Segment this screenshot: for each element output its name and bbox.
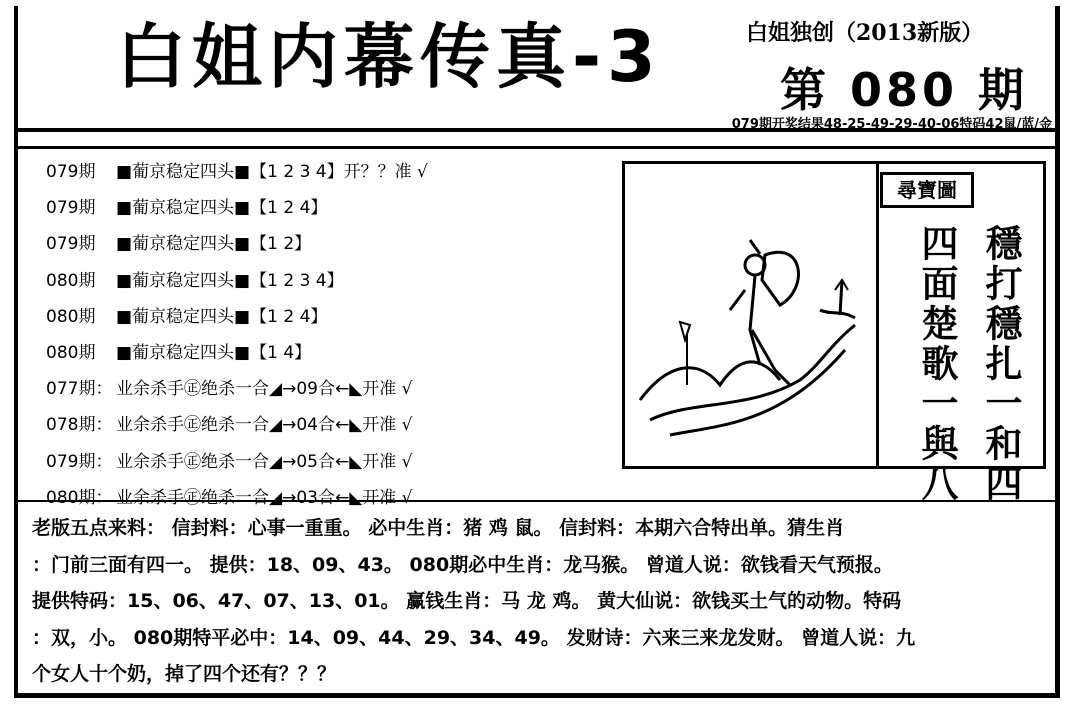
period-label: 078期：	[46, 415, 113, 436]
tips-line: 提供特码：15、06、47、07、13、01。 赢钱生肖：马 龙 鸡。 黄大仙说：欲钱买土气的动物。特码	[32, 590, 902, 613]
issue-number: 第 080 期	[780, 63, 1029, 117]
tips-line: 老版五点来料： 信封料：心事一重重。 必中生肖：猪 鸡 鼠。 信封料：本期六合特出单。猜生肖	[32, 517, 845, 539]
prediction-text: ■葡京稳定四头■【1 2】	[116, 234, 312, 255]
edition-label: 白姐独创（2013新版）	[746, 20, 984, 46]
period-label: 080期	[46, 342, 96, 363]
content-divider	[14, 146, 1060, 149]
period-label: 080期	[46, 270, 96, 291]
list-item	[46, 371, 606, 407]
poem-right-column: 穩打穩扎一和四	[979, 224, 1022, 504]
illustration-image	[630, 210, 870, 450]
tips-line: ：门前三面有四一。 提供：18、09、43。 080期必中生肖：龙马猴。 曾道人说：欲钱看天气预报。	[32, 553, 893, 576]
prediction-text: 业余杀手㊣绝杀一合◢→03合←◣开准 √	[116, 487, 413, 508]
prediction-list	[46, 154, 606, 516]
treasure-map-label: 尋寶圖	[880, 172, 974, 208]
list-item	[46, 190, 606, 226]
list-item	[46, 154, 606, 190]
main-title: 白姐内幕传真-3	[116, 16, 662, 98]
prediction-text: ■葡京稳定四头■【1 2 4】	[116, 306, 328, 327]
period-label: 079期	[46, 162, 96, 182]
picture-divider	[876, 161, 879, 469]
prediction-text: ■葡京稳定四头■【1 4】	[116, 342, 312, 363]
list-item	[46, 299, 606, 335]
prediction-text: ■葡京稳定四头■【1 2 3 4】开？？准 √	[116, 162, 428, 182]
tips-paragraph	[32, 510, 1050, 693]
period-label: 077期：	[46, 379, 113, 400]
prediction-text: 业余杀手㊣绝杀一合◢→05合←◣开准 √	[116, 451, 413, 472]
list-item	[46, 444, 606, 480]
period-label: 079期：	[46, 451, 113, 472]
prediction-text: 业余杀手㊣绝杀一合◢→09合←◣开准 √	[116, 379, 413, 400]
tips-line: ：双，小。 080期特平必中：14、09、44、29、34、49。 发财诗：六来三来龙发财。 曾道人说：九	[32, 626, 916, 649]
list-item	[46, 407, 606, 443]
list-item	[46, 263, 606, 299]
last-result: 079期开奖结果48-25-49-29-40-06特码42鼠/蓝/金	[731, 117, 1052, 132]
list-item	[46, 226, 606, 262]
prediction-text: ■葡京稳定四头■【1 2 3 4】	[116, 270, 344, 291]
period-label: 079期	[46, 198, 96, 219]
prediction-text: 业余杀手㊣绝杀一合◢→04合←◣开准 √	[116, 415, 413, 436]
period-label: 079期	[46, 234, 96, 255]
list-item	[46, 335, 606, 371]
period-label: 080期	[46, 306, 96, 327]
tips-line: 个女人十个奶，掉了四个还有？？？	[32, 663, 337, 686]
prediction-text: ■葡京稳定四头■【1 2 4】	[116, 198, 328, 219]
period-label: 080期：	[46, 487, 113, 508]
poem-left-column: 四面楚歌一與八	[915, 224, 958, 504]
